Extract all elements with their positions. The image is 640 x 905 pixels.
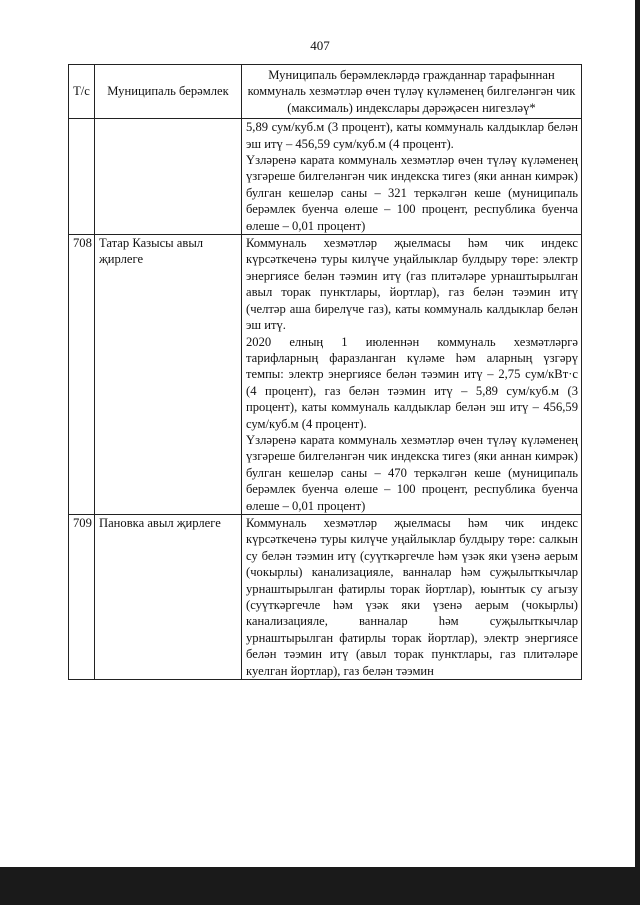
- header-description: Муниципаль берәмлекләрдә гражданнар тарафыннан коммуналь хезмәтләр өчен түләү күләменең билгеләнгән чик (максималь) индекслары дәрәҗәсен нигезләү*: [242, 65, 582, 119]
- page-number: 407: [310, 38, 330, 53]
- header-number: Т/с: [69, 65, 95, 119]
- table-row-continued: [69, 119, 582, 235]
- row-number: [69, 119, 95, 235]
- row-description: [242, 235, 582, 515]
- row-municipality: [95, 119, 242, 235]
- row-municipality: Татар Казысы авыл җирлеге: [95, 235, 242, 515]
- table-row-709: [69, 514, 582, 679]
- description-paragraph: Коммуналь хезмәтләр җыелмасы һәм чик индекс күрсәткеченә туры килүче уңайлыклар булдыру төре: салкын су белән тәэмин итү (суүткәргечле һәм үзәк яки үзенә аерым (чокырлы) канализацияле, ванналар һәм суҗылыткычлар урнаштырылган фатирлы торак йортлар), юынтык су агызу (суүткәргечле һәм үзәк яки үзенә аерым (чокырлы) канализацияле, ванналар һәм суҗылыткычлар урнаштырылган фатирлы торак йортлар), электр энергиясе белән тәэмин итү (авыл торак пунктлары, газ плитәләре куелган йортлар), газ белән тәэмин: [246, 515, 578, 678]
- row-description: [242, 514, 582, 679]
- description-paragraph: Коммуналь хезмәтләр җыелмасы һәм чик индекс күрсәткеченә туры килүче уңайлыклар булдыру төре: электр энергиясе белән тәэмин итү (газ плитәләре урнаштырылган авыл торак пунктлары, йортлар), газ белән тәэмин итү (челтәр аша бирелүче газ), каты коммуналь калдыклар белән эш итү.: [246, 236, 578, 333]
- scan-edge-bottom: [0, 867, 640, 905]
- scan-edge-right: [635, 0, 640, 905]
- tariff-index-table: [68, 64, 582, 680]
- table-header-row: [69, 65, 582, 119]
- description-paragraph: Үзләренә карата коммуналь хезмәтләр өчен түләү күләменең үзгәреше билгеләнгән чик индекска тигез (яки аннан кимрәк) булган кешеләр саны – 321 теркәлгән кеше (муниципаль берәмлек буенча өлеше – 100 процент, республика буенча өлеше – 0,01 процент): [246, 153, 578, 233]
- table-row-708: [69, 235, 582, 515]
- description-paragraph: Үзләренә карата коммуналь хезмәтләр өчен түләү күләменең үзгәреше билгеләнгән чик индекска тигез (яки аннан кимрәк) булган кешеләр саны – 470 теркәлгән кеше (муниципаль берәмлек буенча өлеше – 100 процент, республика буенча өлеше – 0,01 процент): [246, 432, 578, 513]
- description-paragraph: 2020 елның 1 июленнән коммуналь хезмәтләргә тарифларның фаразланган күләме һәм аларның үзгәрү темпы: электр энергиясе белән тәэмин итү – 2,75 сум/кВт·с (4 процент), газ белән тәэмин итү – 5,89 сум/куб.м (3 процент), каты коммуналь калдыклар белән эш итү – 456,59 сум/куб.м (4 процент).: [246, 334, 578, 431]
- row-number: 709: [69, 514, 95, 679]
- header-municipality: Муниципаль берәмлек: [95, 65, 242, 119]
- row-municipality: Пановка авыл җирлеге: [95, 514, 242, 679]
- description-paragraph: 5,89 сум/куб.м (3 процент), каты коммуналь калдыклар белән эш итү – 456,59 сум/куб.м (4 процент).: [246, 120, 578, 151]
- row-description: [242, 119, 582, 235]
- row-number: 708: [69, 235, 95, 515]
